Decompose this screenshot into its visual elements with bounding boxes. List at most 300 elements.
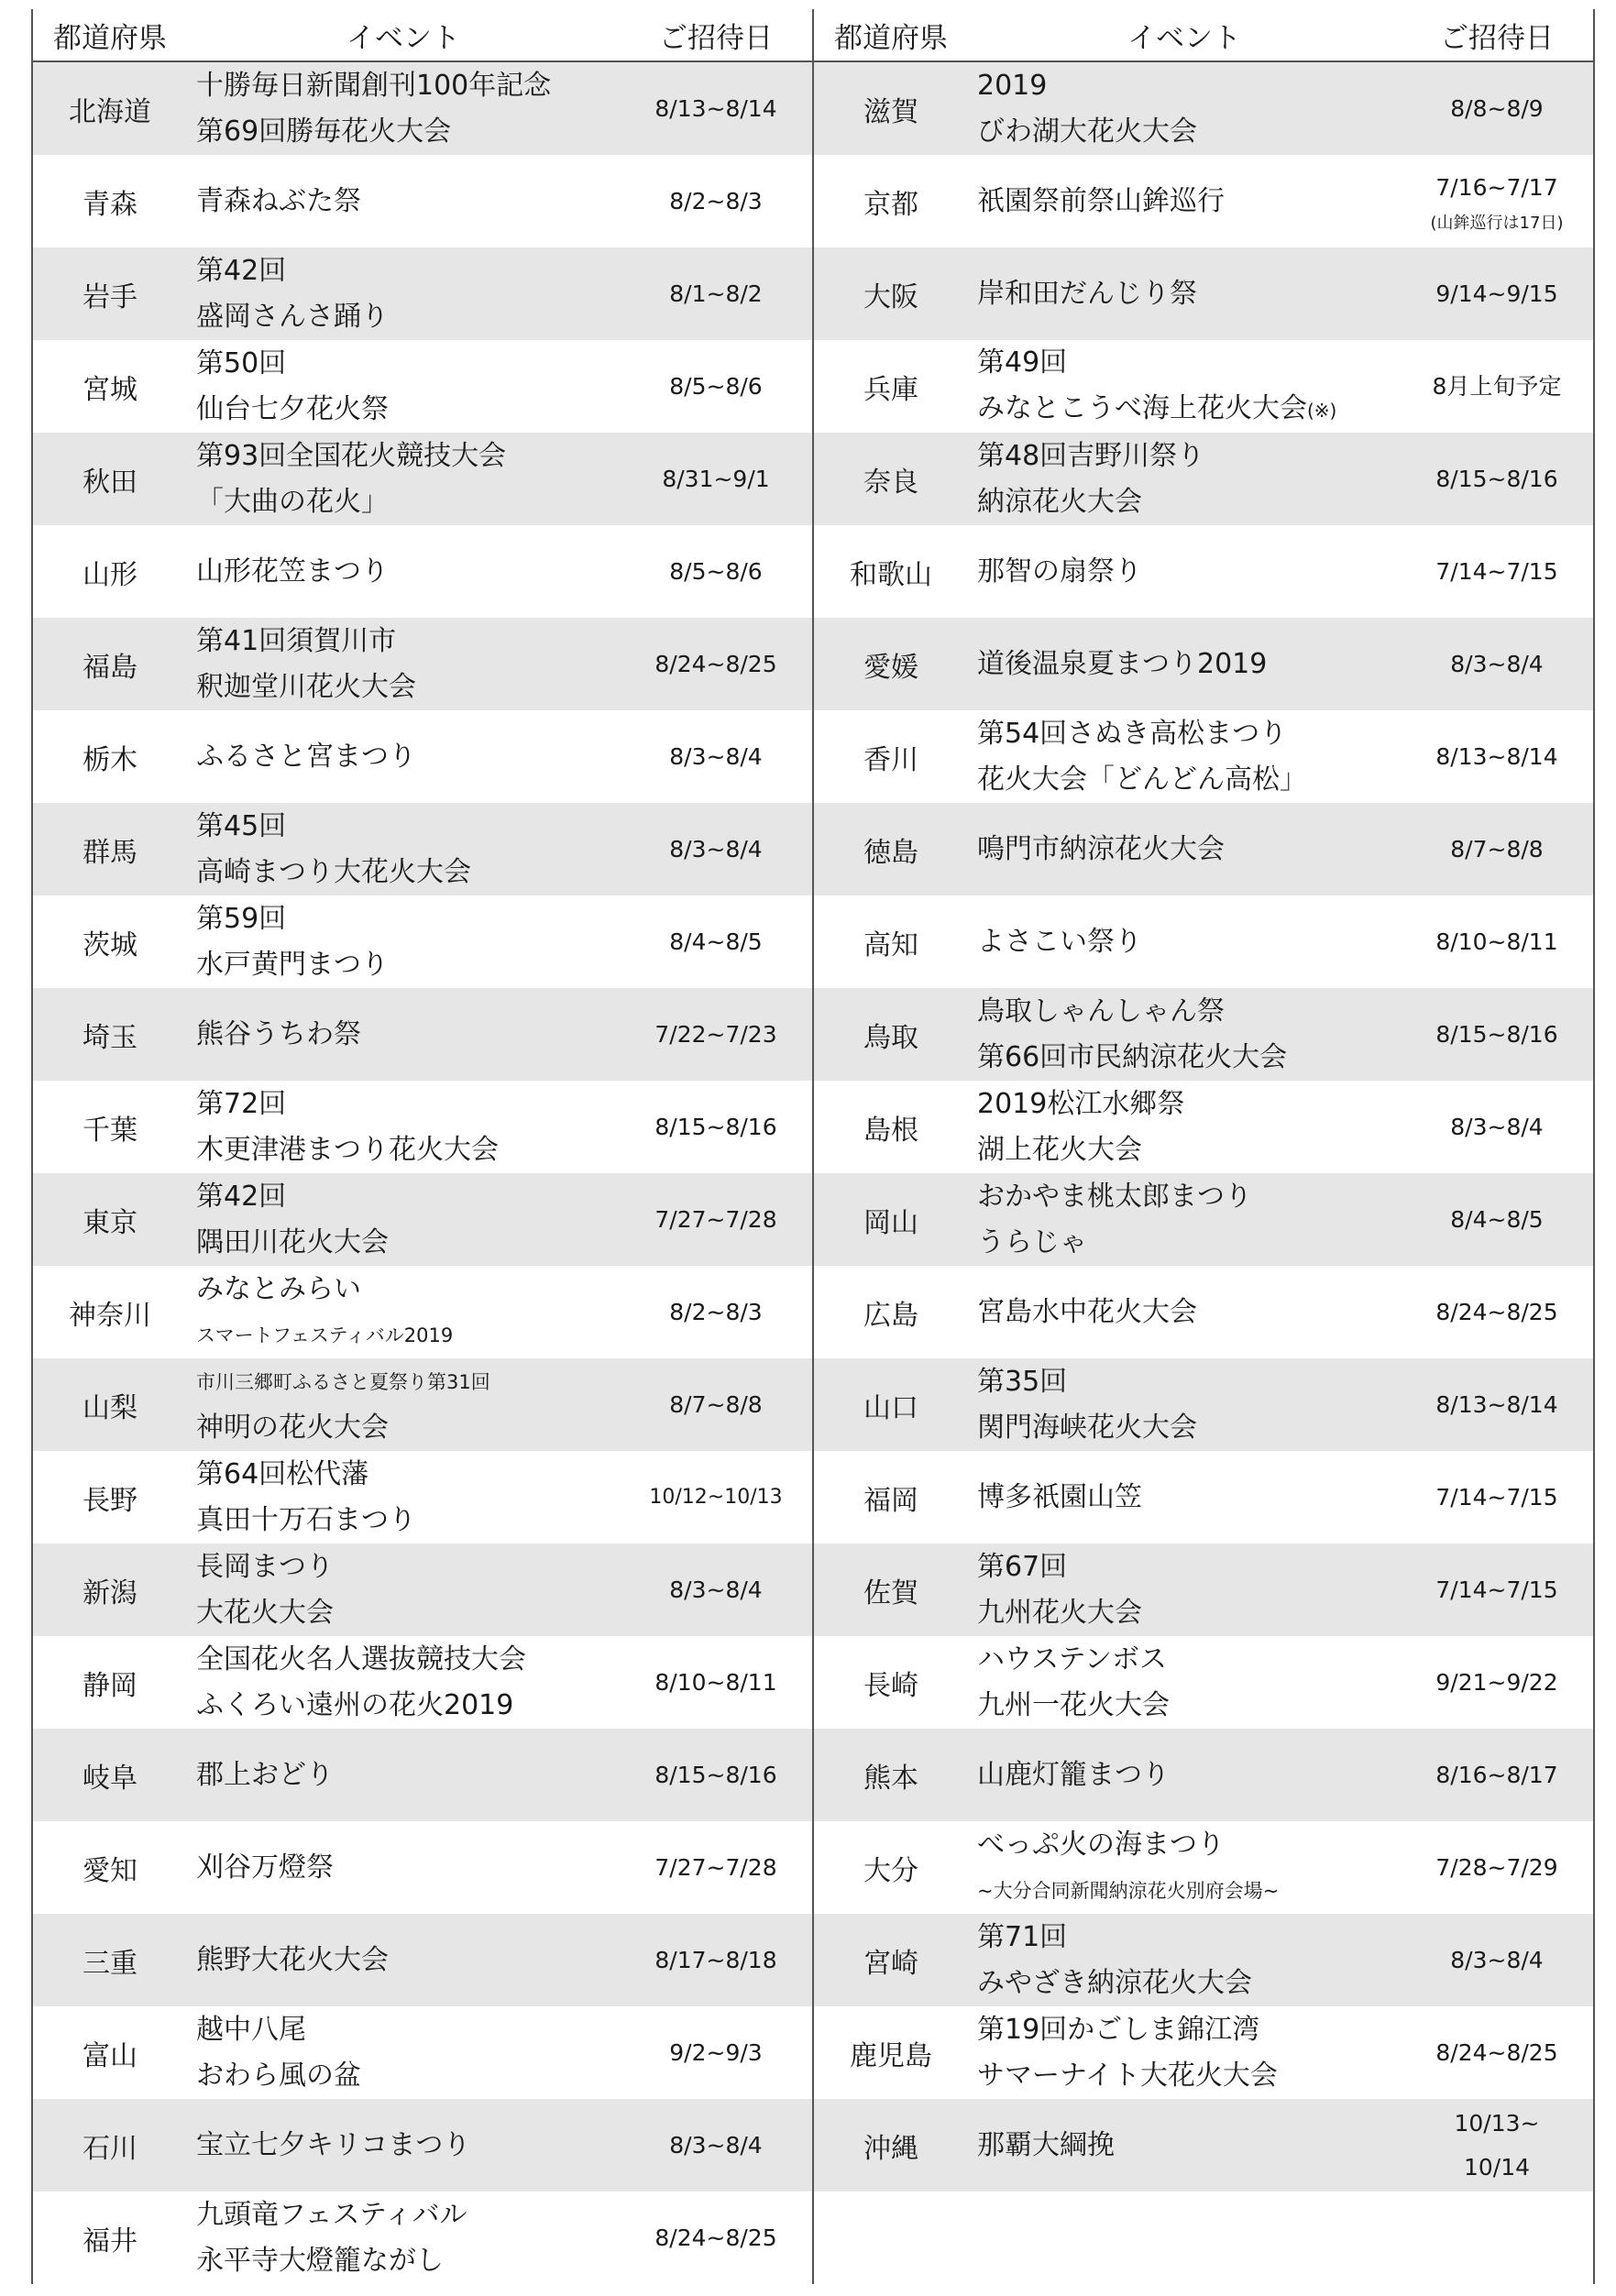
event-cell — [187, 2192, 620, 2284]
event-line — [977, 1475, 1401, 1521]
event-line-text: 刈谷万燈祭 — [196, 1851, 334, 1884]
table-row — [814, 1729, 1593, 1821]
event-cell — [187, 434, 620, 525]
prefecture-cell: 奈良 — [863, 466, 918, 499]
date-line: 8/2~8/3 — [669, 1298, 763, 1325]
event-line-text: 九州花火大会 — [977, 1596, 1142, 1629]
event-line-text: 山鹿灯籠まつり — [977, 1758, 1170, 1791]
prefecture-cell: 青森 — [82, 188, 137, 221]
event-line-text: 第41回須賀川市 — [196, 624, 397, 657]
event-line — [196, 479, 620, 525]
event-line-text: 第45回 — [196, 809, 287, 842]
event-line — [977, 2053, 1401, 2099]
event-line-text: 鳥取しゃんしゃん祭 — [977, 994, 1225, 1027]
event-line-text: 宝立七夕キリコまつり — [196, 2128, 471, 2161]
event-line — [196, 734, 620, 780]
prefecture-cell: 愛媛 — [863, 651, 918, 684]
date-cell — [1401, 87, 1593, 131]
event-line — [196, 2192, 620, 2238]
prefecture-cell: 福井 — [82, 2225, 137, 2258]
event-cell — [187, 1845, 620, 1891]
event-line-text: 郡上おどり — [196, 1758, 334, 1791]
date-line: 7/16~7/17 — [1435, 173, 1558, 201]
event-line-text: よさこい祭り — [977, 925, 1142, 958]
prefecture-cell: 兵庫 — [863, 373, 918, 406]
event-line — [977, 1405, 1401, 1451]
event-line-text: 永平寺大燈籠ながし — [196, 2244, 444, 2277]
table-row — [33, 62, 812, 155]
prefecture-cell: 高知 — [863, 928, 918, 961]
date-line: 8/13~8/14 — [1435, 742, 1558, 770]
date-line: 10/12~10/13 — [649, 1485, 783, 1509]
date-cell — [1401, 828, 1593, 872]
header-date: ご招待日 — [1440, 21, 1554, 55]
prefecture-cell: 宮崎 — [863, 1947, 918, 1980]
event-line — [977, 1752, 1401, 1798]
event-line-text: 第48回吉野川祭り — [977, 439, 1205, 472]
event-line — [196, 179, 620, 225]
table-row — [33, 525, 812, 618]
table-row — [814, 1451, 1593, 1543]
prefecture-cell: 秋田 — [82, 466, 137, 499]
event-cell — [968, 989, 1401, 1081]
event-line-text: 第64回松代藩 — [196, 1457, 369, 1490]
event-line — [977, 1220, 1401, 1266]
event-line-text: 第42回 — [196, 1180, 287, 1213]
date-line: 7/14~7/15 — [1435, 557, 1558, 585]
event-line-text: うらじゃ — [977, 1225, 1087, 1258]
date-cell — [1401, 550, 1593, 594]
table-row — [33, 1729, 812, 1821]
event-cell — [968, 1637, 1401, 1729]
event-line-text: 岸和田だんじり祭 — [977, 277, 1197, 310]
event-line — [977, 340, 1401, 386]
table-row — [814, 1358, 1593, 1451]
event-cell — [187, 1752, 620, 1798]
date-cell — [1401, 1753, 1593, 1797]
event-cell — [187, 63, 620, 155]
prefecture-cell: 広島 — [863, 1299, 918, 1332]
event-line-text: サマーナイト大花火大会 — [977, 2059, 1278, 2092]
event-line-text: 湖上花火大会 — [977, 1133, 1142, 1166]
event-line — [977, 179, 1401, 225]
event-line — [196, 804, 620, 850]
event-line — [977, 386, 1401, 434]
prefecture-cell: 山口 — [863, 1391, 918, 1424]
event-line — [196, 665, 620, 710]
event-line — [196, 109, 620, 155]
event-line-text: 水戸黄門まつり — [196, 948, 389, 981]
date-line: 8/5~8/6 — [669, 372, 763, 400]
event-cell — [187, 1452, 620, 1543]
table-row — [814, 710, 1593, 803]
date-cell — [620, 2031, 812, 2075]
event-line — [196, 1845, 620, 1891]
date-line: 8/2~8/3 — [669, 187, 763, 214]
date-line: 8/3~8/4 — [669, 835, 763, 862]
date-line: 8/7~8/8 — [1450, 835, 1544, 862]
table-row — [814, 2006, 1593, 2099]
event-line — [977, 479, 1401, 525]
date-line: 8/10~8/11 — [654, 1668, 777, 1696]
date-line: 7/22~7/23 — [654, 1020, 777, 1048]
event-line-text: 仙台七夕花火祭 — [196, 392, 389, 425]
event-cell — [968, 711, 1401, 803]
event-line-text: 第54回さぬき高松まつり — [977, 717, 1288, 750]
date-line: 8/24~8/25 — [654, 650, 777, 677]
event-line-text: びわ湖大花火大会 — [977, 115, 1197, 148]
prefecture-cell: 福岡 — [863, 1484, 918, 1517]
table-row — [814, 895, 1593, 988]
date-cell — [1401, 920, 1593, 964]
event-line — [196, 1127, 620, 1173]
date-cell — [1401, 1939, 1593, 1983]
event-line — [196, 619, 620, 665]
date-line: 9/21~9/22 — [1435, 1668, 1558, 1696]
event-line-text: 越中八尾 — [196, 2013, 306, 2046]
prefecture-cell: 鹿児島 — [850, 2039, 932, 2072]
table-row — [33, 618, 812, 710]
event-note: (※) — [1307, 399, 1337, 422]
table-row — [33, 1266, 812, 1358]
date-line: 8/24~8/25 — [1435, 1298, 1558, 1325]
event-line-text: ハウステンボス — [977, 1642, 1167, 1675]
event-line — [196, 248, 620, 294]
date-cell — [620, 457, 812, 501]
event-line-text: 第42回 — [196, 254, 287, 287]
event-line — [196, 549, 620, 595]
table-header — [33, 9, 812, 62]
date-line: 7/27~7/28 — [654, 1853, 777, 1881]
event-line — [196, 1590, 620, 1636]
date-cell — [620, 1291, 812, 1335]
date-line: 8/16~8/17 — [1435, 1761, 1558, 1788]
event-line — [196, 2123, 620, 2169]
date-cell — [620, 2216, 812, 2260]
date-cell — [1401, 2102, 1593, 2190]
date-cell — [620, 1198, 812, 1242]
date-line: 8/15~8/16 — [654, 1761, 777, 1788]
table-row — [814, 1081, 1593, 1173]
date-cell — [1401, 1476, 1593, 1520]
date-cell — [620, 550, 812, 594]
prefecture-cell: 茨城 — [82, 928, 137, 961]
date-line: 8/13~8/14 — [654, 94, 777, 122]
table-row — [814, 433, 1593, 525]
prefecture-cell: 石川 — [82, 2132, 137, 2165]
event-line-text: みなとこうべ海上花火大会 — [977, 391, 1307, 424]
event-line — [977, 1174, 1401, 1220]
event-cell — [968, 2123, 1401, 2169]
event-cell — [968, 642, 1401, 687]
event-line-text: 高崎まつり大花火大会 — [196, 855, 471, 888]
date-cell — [1401, 643, 1593, 687]
event-line-text: 市川三郷町ふるさと夏祭り第31回 — [196, 1370, 490, 1393]
event-line — [977, 1082, 1401, 1127]
event-line-text: 「大曲の花火」 — [196, 485, 389, 518]
table-row — [33, 247, 812, 340]
prefecture-cell: 新潟 — [82, 1576, 137, 1609]
event-line — [977, 711, 1401, 757]
event-line-text: 博多祇園山笠 — [977, 1480, 1142, 1513]
date-cell — [620, 828, 812, 872]
event-line-text: 九頭竜フェスティバル — [196, 2198, 467, 2231]
event-line — [977, 757, 1401, 803]
event-line — [196, 850, 620, 895]
event-line-text: 納涼花火大会 — [977, 485, 1142, 518]
event-line-text: 第93回全国花火競技大会 — [196, 439, 507, 472]
event-cell — [187, 549, 620, 595]
prefecture-cell: 愛知 — [82, 1854, 137, 1887]
event-line-text: 盛岡さんさ踊り — [196, 300, 389, 333]
prefecture-cell: 山梨 — [82, 1391, 137, 1424]
date-cell — [620, 1476, 812, 1520]
event-line — [977, 642, 1401, 687]
event-line — [196, 1359, 620, 1405]
event-line — [196, 1313, 620, 1358]
date-line: 8/3~8/4 — [669, 2131, 763, 2159]
date-line: 8/3~8/4 — [669, 742, 763, 770]
date-cell — [1401, 1661, 1593, 1705]
prefecture-cell: 大阪 — [863, 280, 918, 313]
event-line — [196, 2007, 620, 2053]
event-line — [196, 434, 620, 479]
table-row — [33, 803, 812, 895]
event-line — [977, 1035, 1401, 1081]
table-header — [814, 9, 1593, 62]
event-line — [977, 1290, 1401, 1335]
table-row — [814, 340, 1593, 433]
date-line: 8/13~8/14 — [1435, 1390, 1558, 1418]
event-line-text: おかやま桃太郎まつり — [977, 1180, 1252, 1213]
prefecture-cell: 群馬 — [82, 836, 137, 869]
event-cell — [187, 619, 620, 710]
date-line: 9/2~9/3 — [669, 2038, 763, 2066]
date-cell — [620, 1846, 812, 1890]
event-line — [977, 919, 1401, 965]
table-row — [814, 525, 1593, 618]
table-row — [814, 1543, 1593, 1636]
date-line: 7/28~7/29 — [1435, 1853, 1558, 1881]
table-row — [33, 1543, 812, 1636]
event-line — [196, 1012, 620, 1058]
event-cell — [968, 1174, 1401, 1266]
event-line — [977, 434, 1401, 479]
event-cell — [968, 1752, 1401, 1798]
date-line: 8/15~8/16 — [1435, 465, 1558, 492]
event-line-text: 第67回 — [977, 1550, 1068, 1583]
event-cell — [968, 919, 1401, 965]
date-cell — [1401, 735, 1593, 779]
table-row — [814, 1821, 1593, 1914]
table-row — [33, 1451, 812, 1543]
event-line — [196, 1405, 620, 1451]
prefecture-cell: 東京 — [82, 1206, 137, 1239]
event-line — [196, 942, 620, 988]
date-line: 8/8~8/9 — [1450, 94, 1544, 122]
event-cell — [187, 734, 620, 780]
prefecture-cell: 大分 — [863, 1854, 918, 1887]
event-line-text: ふるさと宮まつり — [196, 740, 416, 773]
date-line: 10/13~ — [1454, 2109, 1540, 2137]
event-line-text: 鳴門市納涼花火大会 — [977, 832, 1225, 865]
event-cell — [968, 434, 1401, 525]
date-cell — [1401, 1846, 1593, 1890]
date-cell — [1401, 1013, 1593, 1057]
date-cell — [1401, 1291, 1593, 1335]
table-row — [814, 1914, 1593, 2006]
date-cell — [1401, 2031, 1593, 2075]
event-line-text: 祇園祭前祭山鉾巡行 — [977, 184, 1225, 217]
date-cell — [620, 1661, 812, 1705]
prefecture-cell: 鳥取 — [863, 1021, 918, 1054]
event-line-text: 那智の扇祭り — [977, 555, 1142, 588]
prefecture-cell: 埼玉 — [82, 1021, 137, 1054]
event-cell — [968, 179, 1401, 225]
event-line — [196, 1220, 620, 1266]
event-line — [196, 1683, 620, 1729]
table-row — [814, 988, 1593, 1081]
event-line — [977, 1822, 1401, 1868]
event-line — [196, 63, 620, 109]
event-cell — [187, 1637, 620, 1729]
event-line — [196, 387, 620, 433]
date-cell — [620, 735, 812, 779]
date-line: 8月上旬予定 — [1432, 372, 1562, 400]
date-line: 8/15~8/16 — [1435, 1020, 1558, 1048]
prefecture-cell: 島根 — [863, 1114, 918, 1147]
left-table — [31, 9, 814, 2284]
event-line-text: 第19回かごしま錦江湾 — [977, 2013, 1260, 2046]
event-line-text: 全国花火名人選抜競技大会 — [196, 1642, 526, 1675]
header-event: イベント — [1127, 21, 1241, 55]
event-line-text: 山形花笠まつり — [196, 555, 389, 588]
event-cell — [968, 63, 1401, 155]
table-row — [814, 803, 1593, 895]
table-row — [33, 1821, 812, 1914]
event-cell — [968, 827, 1401, 873]
event-cell — [187, 2007, 620, 2099]
prefecture-cell: 千葉 — [82, 1114, 137, 1147]
event-line-text: 真田十万石まつり — [196, 1503, 416, 1536]
date-cell — [620, 1383, 812, 1427]
event-line — [977, 549, 1401, 595]
event-line — [196, 1938, 620, 1983]
prefecture-cell: 岡山 — [863, 1206, 918, 1239]
table-row — [814, 1636, 1593, 1729]
event-cell — [187, 1012, 620, 1058]
prefecture-cell: 富山 — [82, 2039, 137, 2072]
date-cell — [620, 180, 812, 224]
event-line — [977, 1590, 1401, 1636]
event-line-text: 神明の花火大会 — [196, 1411, 389, 1444]
event-line — [977, 2123, 1401, 2169]
date-line: 7/14~7/15 — [1435, 1576, 1558, 1603]
event-line-text: 第69回勝毎花火大会 — [196, 115, 452, 148]
event-line — [196, 1452, 620, 1498]
event-cell — [187, 896, 620, 988]
event-cell — [968, 1915, 1401, 2006]
event-line — [196, 294, 620, 340]
table-row — [33, 988, 812, 1081]
date-cell — [620, 1568, 812, 1612]
event-cell — [968, 2007, 1401, 2099]
date-cell — [620, 1939, 812, 1983]
date-line: 8/31~9/1 — [662, 465, 770, 492]
event-line — [977, 989, 1401, 1035]
event-line — [196, 1267, 620, 1313]
event-line-text: 第49回 — [977, 346, 1068, 379]
event-line-text: 長岡まつり — [196, 1550, 334, 1583]
date-cell — [620, 1105, 812, 1149]
event-line-text: 道後温泉夏まつり2019 — [977, 647, 1268, 680]
date-cell — [1401, 365, 1593, 409]
date-cell — [620, 1013, 812, 1057]
table-row — [33, 1636, 812, 1729]
event-line — [196, 2238, 620, 2284]
event-cell — [968, 549, 1401, 595]
date-cell — [620, 2124, 812, 2168]
event-line-text: 熊野大花火大会 — [196, 1943, 389, 1976]
date-cell — [620, 643, 812, 687]
event-cell — [968, 1082, 1401, 1173]
table-row — [814, 1173, 1593, 1266]
event-cell — [968, 1359, 1401, 1451]
event-cell — [187, 1938, 620, 1983]
event-line-text: 青森ねぶた祭 — [196, 184, 361, 217]
prefecture-cell: 佐賀 — [863, 1576, 918, 1609]
event-line — [977, 109, 1401, 155]
event-cell — [187, 804, 620, 895]
event-line-text: 宮島水中花火大会 — [977, 1295, 1197, 1328]
date-line: 8/3~8/4 — [1450, 1113, 1544, 1140]
date-line: 7/14~7/15 — [1435, 1483, 1558, 1511]
event-cell — [968, 340, 1401, 434]
date-line: 8/15~8/16 — [654, 1113, 777, 1140]
prefecture-cell: 三重 — [82, 1947, 137, 1980]
event-line-text: 花火大会「どんどん高松」 — [977, 763, 1307, 796]
event-line — [977, 1127, 1401, 1173]
event-cell — [968, 271, 1401, 317]
date-line: 8/3~8/4 — [669, 1576, 763, 1603]
date-cell — [620, 272, 812, 316]
event-line-text: ふくろい遠州の花火2019 — [196, 1688, 514, 1721]
date-line: 8/1~8/2 — [669, 280, 763, 307]
event-cell — [187, 341, 620, 433]
table-row — [814, 155, 1593, 247]
prefecture-cell: 熊本 — [863, 1762, 918, 1795]
table-row — [814, 247, 1593, 340]
prefecture-cell: 徳島 — [863, 836, 918, 869]
header-prefecture: 都道府県 — [53, 21, 167, 55]
date-line: 8/3~8/4 — [1450, 1946, 1544, 1973]
event-cell — [968, 1290, 1401, 1335]
event-line — [196, 2053, 620, 2099]
table-row — [814, 1266, 1593, 1358]
event-cell — [187, 179, 620, 225]
event-line — [977, 271, 1401, 317]
date-line: 8/7~8/8 — [669, 1390, 763, 1418]
prefecture-cell: 長野 — [82, 1484, 137, 1517]
event-line — [196, 1082, 620, 1127]
event-line — [196, 1544, 620, 1590]
prefecture-cell: 栃木 — [82, 743, 137, 776]
prefecture-cell: 沖縄 — [863, 2132, 918, 2165]
date-line: 8/10~8/11 — [1435, 928, 1558, 955]
event-line-text: 木更津港まつり花火大会 — [196, 1133, 499, 1166]
event-line — [196, 341, 620, 387]
prefecture-cell: 静岡 — [82, 1669, 137, 1702]
